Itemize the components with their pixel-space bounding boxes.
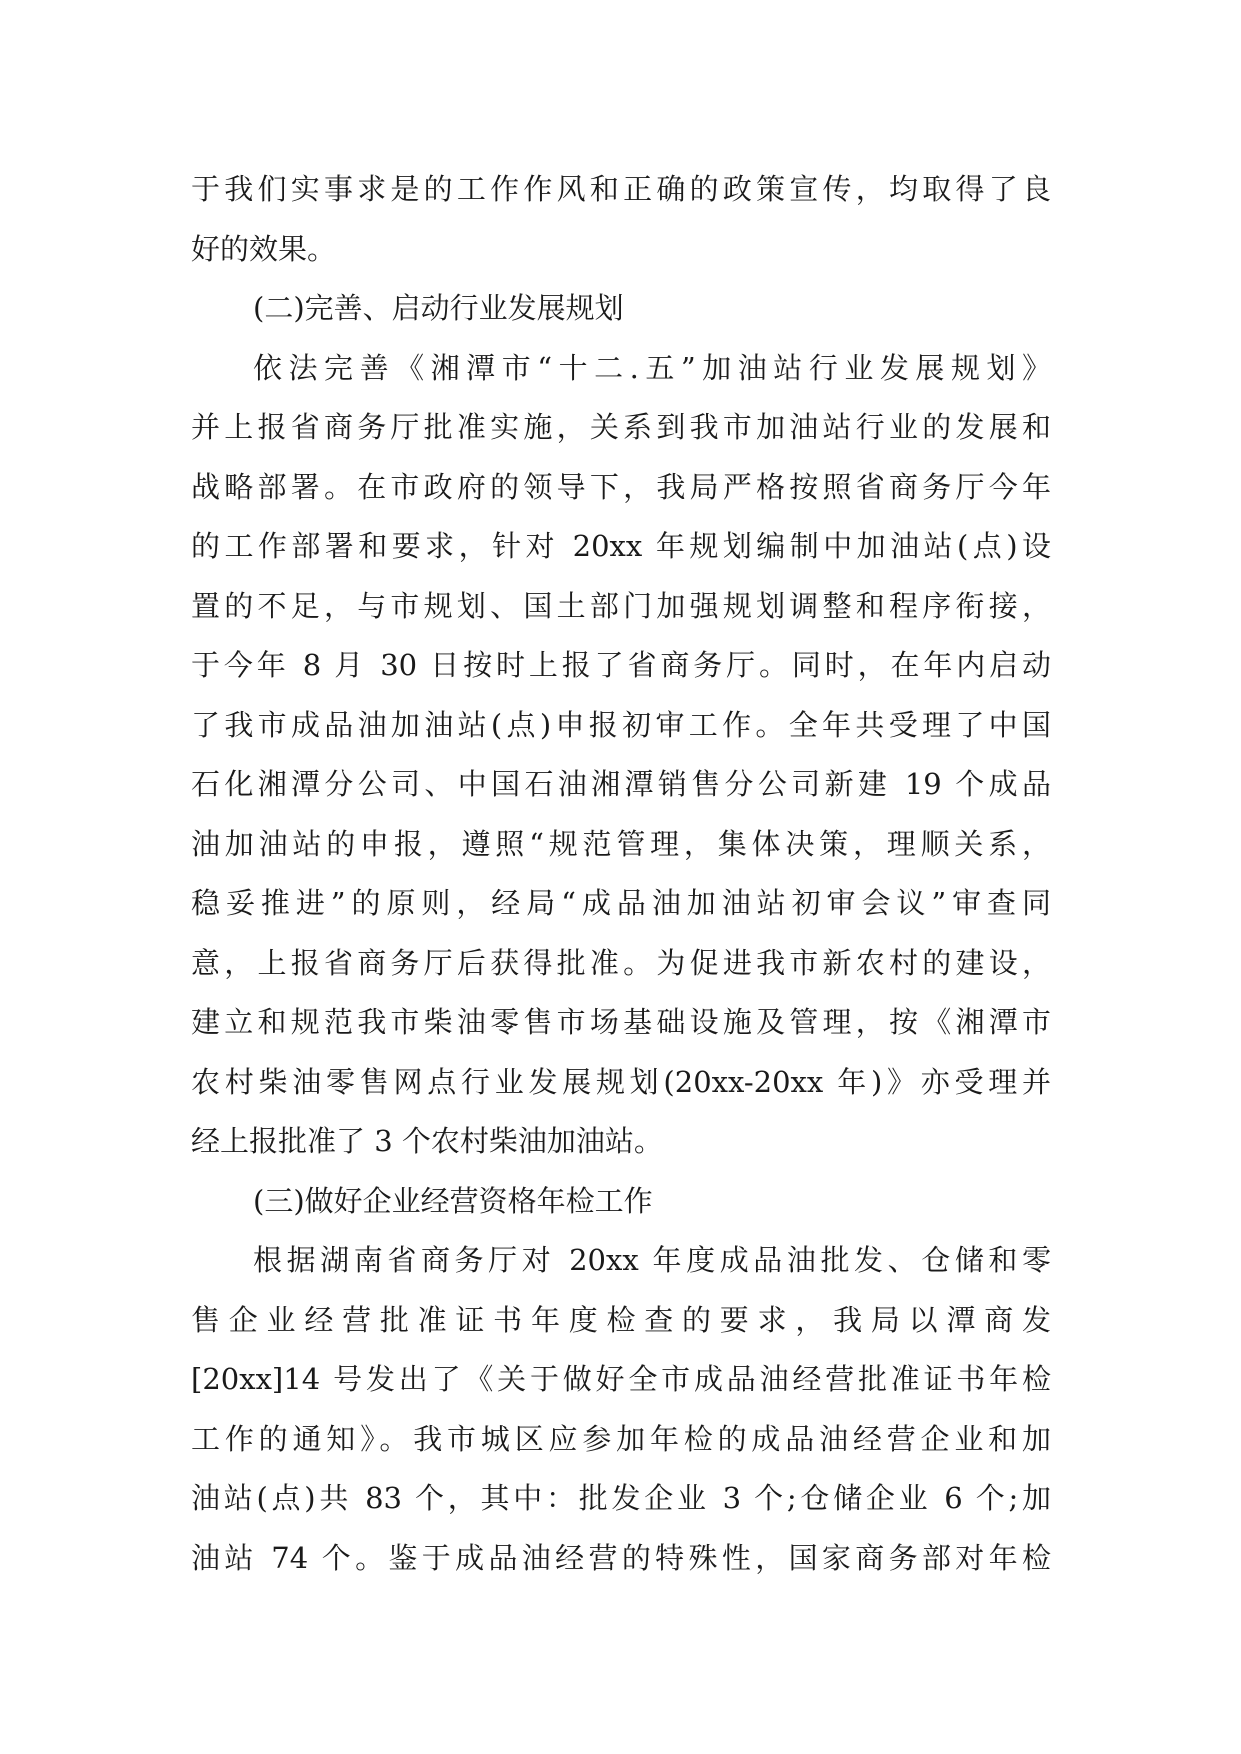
text-line: [20xx]14 号发出了《关于做好全市成品油经营批准证书年检 <box>191 1362 1051 1396</box>
text-line: 依法完善《湘潭市“十二.五”加油站行业发展规划》 <box>253 350 1051 385</box>
text-line: (二)完善、启动行业发展规划 <box>253 291 624 325</box>
text-line: 战略部署。在市政府的领导下，我局严格按照省商务厅今年 <box>191 469 1051 504</box>
text-line: 建立和规范我市柴油零售市场基础设施及管理，按《湘潭市 <box>191 1005 1051 1039</box>
document-body <box>191 160 1051 1588</box>
text-line: 农村柴油零售网点行业发展规划(20xx-20xx 年)》亦受理并 <box>191 1064 1051 1099</box>
text-line: 于今年 8 月 30 日按时上报了省商务厅。同时，在年内启动 <box>191 648 1051 682</box>
text-line: 并上报省商务厅批准实施，关系到我市加油站行业的发展和 <box>191 410 1051 444</box>
text-line: 好的效果。 <box>191 231 337 266</box>
text-line: 经上报批准了 3 个农村柴油加油站。 <box>191 1124 663 1158</box>
text-line: 油加油站的申报，遵照“规范管理，集体决策，理顺关系， <box>191 826 1051 861</box>
text-line: 石化湘潭分公司、中国石油湘潭销售分公司新建 19 个成品 <box>191 767 1051 801</box>
text-line: 售企业经营批准证书年度检查的要求，我局以潭商发 <box>191 1302 1051 1337</box>
text-line: (三)做好企业经营资格年检工作 <box>253 1183 653 1218</box>
text-line: 稳妥推进”的原则，经局“成品油加油站初审会议”审查同 <box>191 886 1051 920</box>
text-line: 置的不足，与市规划、国土部门加强规划调整和程序衔接， <box>191 588 1051 623</box>
text-line: 意，上报省商务厅后获得批准。为促进我市新农村的建设， <box>191 945 1051 980</box>
text-line: 了我市成品油加油站(点)申报初审工作。全年共受理了中国 <box>191 707 1051 742</box>
text-line: 根据湖南省商务厅对 20xx 年度成品油批发、仓储和零 <box>253 1243 1051 1277</box>
text-line: 于我们实事求是的工作作风和正确的政策宣传，均取得了良 <box>191 172 1051 206</box>
text-line: 油站 74 个。鉴于成品油经营的特殊性，国家商务部对年检 <box>191 1540 1051 1575</box>
text-line: 油站(点)共 83 个，其中：批发企业 3 个;仓储企业 6 个;加 <box>191 1481 1051 1515</box>
text-line: 工作的通知》。我市城区应参加年检的成品油经营企业和加 <box>191 1421 1051 1456</box>
text-line: 的工作部署和要求，针对 20xx 年规划编制中加油站(点)设 <box>191 529 1051 563</box>
